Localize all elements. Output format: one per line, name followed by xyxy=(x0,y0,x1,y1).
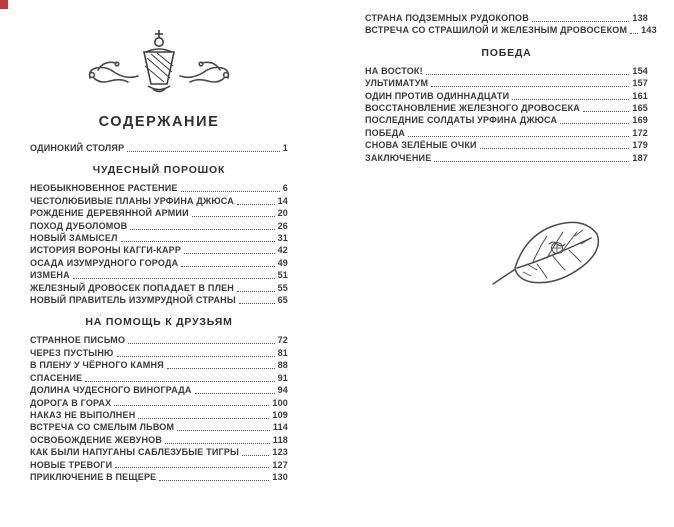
dot-leader xyxy=(159,480,269,481)
entry-page-number: 1 xyxy=(282,143,288,153)
toc-entry xyxy=(30,434,288,446)
entry-page-number: 138 xyxy=(632,13,648,23)
entry-page-number: 91 xyxy=(277,372,288,383)
toc-entry xyxy=(30,471,288,483)
entry-page-number: 123 xyxy=(272,447,288,458)
dot-leader xyxy=(408,136,629,137)
dot-leader xyxy=(242,455,269,456)
entry-page-number: 143 xyxy=(641,25,657,36)
toc-entry xyxy=(30,182,288,194)
toc-entry xyxy=(30,142,288,154)
dot-leader xyxy=(138,418,269,419)
dot-leader xyxy=(630,33,638,34)
dot-leader xyxy=(532,21,629,22)
toc-entry xyxy=(30,257,288,269)
toc-entry xyxy=(30,384,288,396)
dot-leader xyxy=(85,381,274,382)
entry-page-number: 109 xyxy=(272,409,288,420)
entry-title: НАКАЗ НЕ ВЫПОЛНЕН xyxy=(30,409,136,420)
toc-entry xyxy=(30,459,288,471)
entry-page-number: 81 xyxy=(277,347,288,358)
right-column xyxy=(365,12,657,298)
leaf-illustration-wrap xyxy=(443,206,648,298)
dot-leader xyxy=(128,343,274,344)
dot-leader xyxy=(114,405,269,406)
left-column xyxy=(30,8,288,483)
entry-page-number: 14 xyxy=(277,195,288,206)
dot-leader xyxy=(115,467,269,468)
toc-entry xyxy=(30,195,288,207)
section-heading-to-help-friends: НА ПОМОЩЬ К ДРУЗЬЯМ xyxy=(85,316,233,329)
dot-leader xyxy=(192,216,275,217)
entry-title: ПОСЛЕДНИЕ СОЛДАТЫ УРФИНА ДЖЮСА xyxy=(365,115,558,126)
entry-title: ОСАДА ИЗУМРУДНОГО ГОРОДА xyxy=(30,257,179,268)
entry-page-number: 26 xyxy=(277,220,288,231)
dot-leader xyxy=(237,204,275,205)
entry-page-number: 94 xyxy=(277,385,288,396)
toc-entry xyxy=(30,334,288,346)
entry-page-number: 100 xyxy=(272,397,288,408)
entry-title: ЧЕРЕЗ ПУСТЫНЮ xyxy=(30,347,114,358)
toc-entry xyxy=(30,446,288,458)
toc-entry xyxy=(365,90,648,102)
entry-page-number: 187 xyxy=(632,152,648,163)
toc-entry xyxy=(365,114,648,126)
dot-leader xyxy=(121,241,275,242)
entry-title: НЕОБЫКНОВЕННОЕ РАСТЕНИЕ xyxy=(30,183,178,194)
dot-leader xyxy=(426,74,630,75)
entry-page-number: 130 xyxy=(272,471,288,482)
entry-title: УЛЬТИМАТУМ xyxy=(365,78,429,89)
entry-page-number: 72 xyxy=(277,335,288,346)
toc-entry xyxy=(365,127,648,139)
dot-leader xyxy=(560,123,629,124)
dot-leader xyxy=(117,356,275,357)
ornament-wrap xyxy=(30,26,288,102)
entry-title: НОВЫЙ ПРАВИТЕЛЬ ИЗУМРУДНОЙ СТРАНЫ xyxy=(30,295,236,306)
entry-page-number: 165 xyxy=(632,103,648,114)
entry-page-number: 114 xyxy=(272,422,288,433)
entry-title: ПОБЕДА xyxy=(365,127,406,138)
dot-leader xyxy=(73,278,275,279)
entry-title: ОСВОБОЖДЕНИЕ ЖЕВУНОВ xyxy=(30,434,163,445)
entry-page-number: 127 xyxy=(272,459,288,470)
entry-title: ПРИКЛЮЧЕНИЕ В ПЕЩЕРЕ xyxy=(30,471,157,482)
dot-leader xyxy=(130,229,274,230)
entry-title: ДОЛИНА ЧУДЕСНОГО ВИНОГРАДА xyxy=(30,385,192,396)
entry-title: ЗАКЛЮЧЕНИЕ xyxy=(365,152,432,163)
entry-page-number: 179 xyxy=(632,140,648,151)
entry-page-number: 31 xyxy=(277,233,288,244)
entry-title: ВСТРЕЧА СО СМЕЛЫМ ЛЬВОМ xyxy=(30,422,175,433)
toc-entry xyxy=(365,102,648,114)
toc-entry xyxy=(365,12,648,24)
toc-entry xyxy=(365,139,648,151)
toc-entry xyxy=(30,347,288,359)
toc-entry xyxy=(30,207,288,219)
entry-page-number: 161 xyxy=(632,90,648,101)
entry-title: РОЖДЕНИЕ ДЕРЕВЯННОЙ АРМИИ xyxy=(30,208,189,219)
section-heading-victory: ПОБЕДА xyxy=(481,46,532,59)
entry-title: ИЗМЕНА xyxy=(30,270,70,281)
entry-page-number: 49 xyxy=(277,257,288,268)
toc-entry xyxy=(365,24,657,36)
toc-entry xyxy=(365,152,648,164)
entry-title: СТРАННОЕ ПИСЬМО xyxy=(30,335,126,346)
entry-title: ВОССТАНОВЛЕНИЕ ЖЕЛЕЗНОГО ДРОВОСЕКА xyxy=(365,103,580,114)
entry-title: ЧЕСТОЛЮБИВЫЕ ПЛАНЫ УРФИНА ДЖЮСА xyxy=(30,195,234,206)
entry-page-number: 55 xyxy=(277,282,288,293)
dot-leader xyxy=(181,266,274,267)
leaf-sketch-illustration-icon xyxy=(487,206,605,298)
entry-page-number: 51 xyxy=(277,270,288,281)
dot-leader xyxy=(181,191,280,192)
entry-page-number: 157 xyxy=(632,78,648,89)
toc-entry xyxy=(30,244,288,256)
entry-page-number: 6 xyxy=(282,183,288,194)
dot-leader xyxy=(239,303,275,304)
entry-page-number: 169 xyxy=(632,115,648,126)
entry-title: ПОХОД ДУБОЛОМОВ xyxy=(30,220,128,231)
entry-title: ВСТРЕЧА СО СТРАШИЛОЙ И ЖЕЛЕЗНЫМ ДРОВОСЕКОМ xyxy=(365,25,628,36)
entry-title: ОДИНОКИЙ СТОЛЯР xyxy=(30,143,125,153)
entry-page-number: 172 xyxy=(632,127,648,138)
toc-section-list xyxy=(30,334,288,483)
dot-leader xyxy=(237,291,275,292)
entry-page-number: 118 xyxy=(272,434,288,445)
entry-title: КАК БЫЛИ НАПУГАНЫ САБЛЕЗУБЫЕ ТИГРЫ xyxy=(30,447,240,458)
dot-leader xyxy=(512,99,629,100)
toc-section-list xyxy=(30,182,288,306)
toc-entry xyxy=(30,359,288,371)
corner-mark xyxy=(0,0,8,9)
entry-title: ОДИН ПРОТИВ ОДИННАДЦАТИ xyxy=(365,90,510,101)
toc-entry xyxy=(30,282,288,294)
entry-page-number: 65 xyxy=(277,295,288,306)
dot-leader xyxy=(184,253,274,254)
dot-leader xyxy=(583,111,629,112)
entry-title: НА ВОСТОК! xyxy=(365,65,423,76)
entry-title: НОВЫЙ ЗАМЫСЕЛ xyxy=(30,233,118,244)
dot-leader xyxy=(127,151,279,152)
toc-intro-list xyxy=(30,142,288,154)
entry-title: СТРАНА ПОДЗЕМНЫХ РУДОКОПОВ xyxy=(365,13,529,23)
toc-entry xyxy=(365,65,648,77)
entry-title: НОВЫЕ ТРЕВОГИ xyxy=(30,459,113,470)
dot-leader xyxy=(195,393,275,394)
dot-leader xyxy=(167,368,275,369)
dot-leader xyxy=(177,430,270,431)
toc-entry xyxy=(30,409,288,421)
entry-title: В ПЛЕНУ У ЧЁРНОГО КАМНЯ xyxy=(30,360,164,371)
entry-page-number: 20 xyxy=(277,208,288,219)
toc-continued-list xyxy=(365,12,657,37)
dot-leader xyxy=(165,443,270,444)
toc-entry xyxy=(30,294,288,306)
entry-page-number: 154 xyxy=(632,65,648,76)
dot-leader xyxy=(434,161,629,162)
page-title: СОДЕРЖАНИЕ xyxy=(98,114,220,130)
toc-entry xyxy=(365,77,648,89)
section-heading-wonder-powder: ЧУДЕСНЫЙ ПОРОШОК xyxy=(92,164,226,177)
toc-entry xyxy=(30,397,288,409)
dot-leader xyxy=(480,148,630,149)
entry-title: ЖЕЛЕЗНЫЙ ДРОВОСЕК ПОПАДАЕТ В ПЛЕН xyxy=(30,282,235,293)
entry-title: СНОВА ЗЕЛЁНЫЕ ОЧКИ xyxy=(365,140,477,151)
dot-leader xyxy=(431,86,629,87)
entry-title: СПАСЕНИЕ xyxy=(30,372,83,383)
toc-entry xyxy=(30,232,288,244)
toc-section-list xyxy=(365,65,648,164)
crown-finial-ornament-icon xyxy=(84,26,234,100)
entry-page-number: 42 xyxy=(277,245,288,256)
entry-page-number: 88 xyxy=(277,360,288,371)
toc-entry xyxy=(30,372,288,384)
toc-entry xyxy=(30,220,288,232)
toc-entry xyxy=(30,421,288,433)
toc-entry xyxy=(30,269,288,281)
entry-title: ИСТОРИЯ ВОРОНЫ КАГГИ-КАРР xyxy=(30,245,182,256)
entry-title: ДОРОГА В ГОРАХ xyxy=(30,397,112,408)
